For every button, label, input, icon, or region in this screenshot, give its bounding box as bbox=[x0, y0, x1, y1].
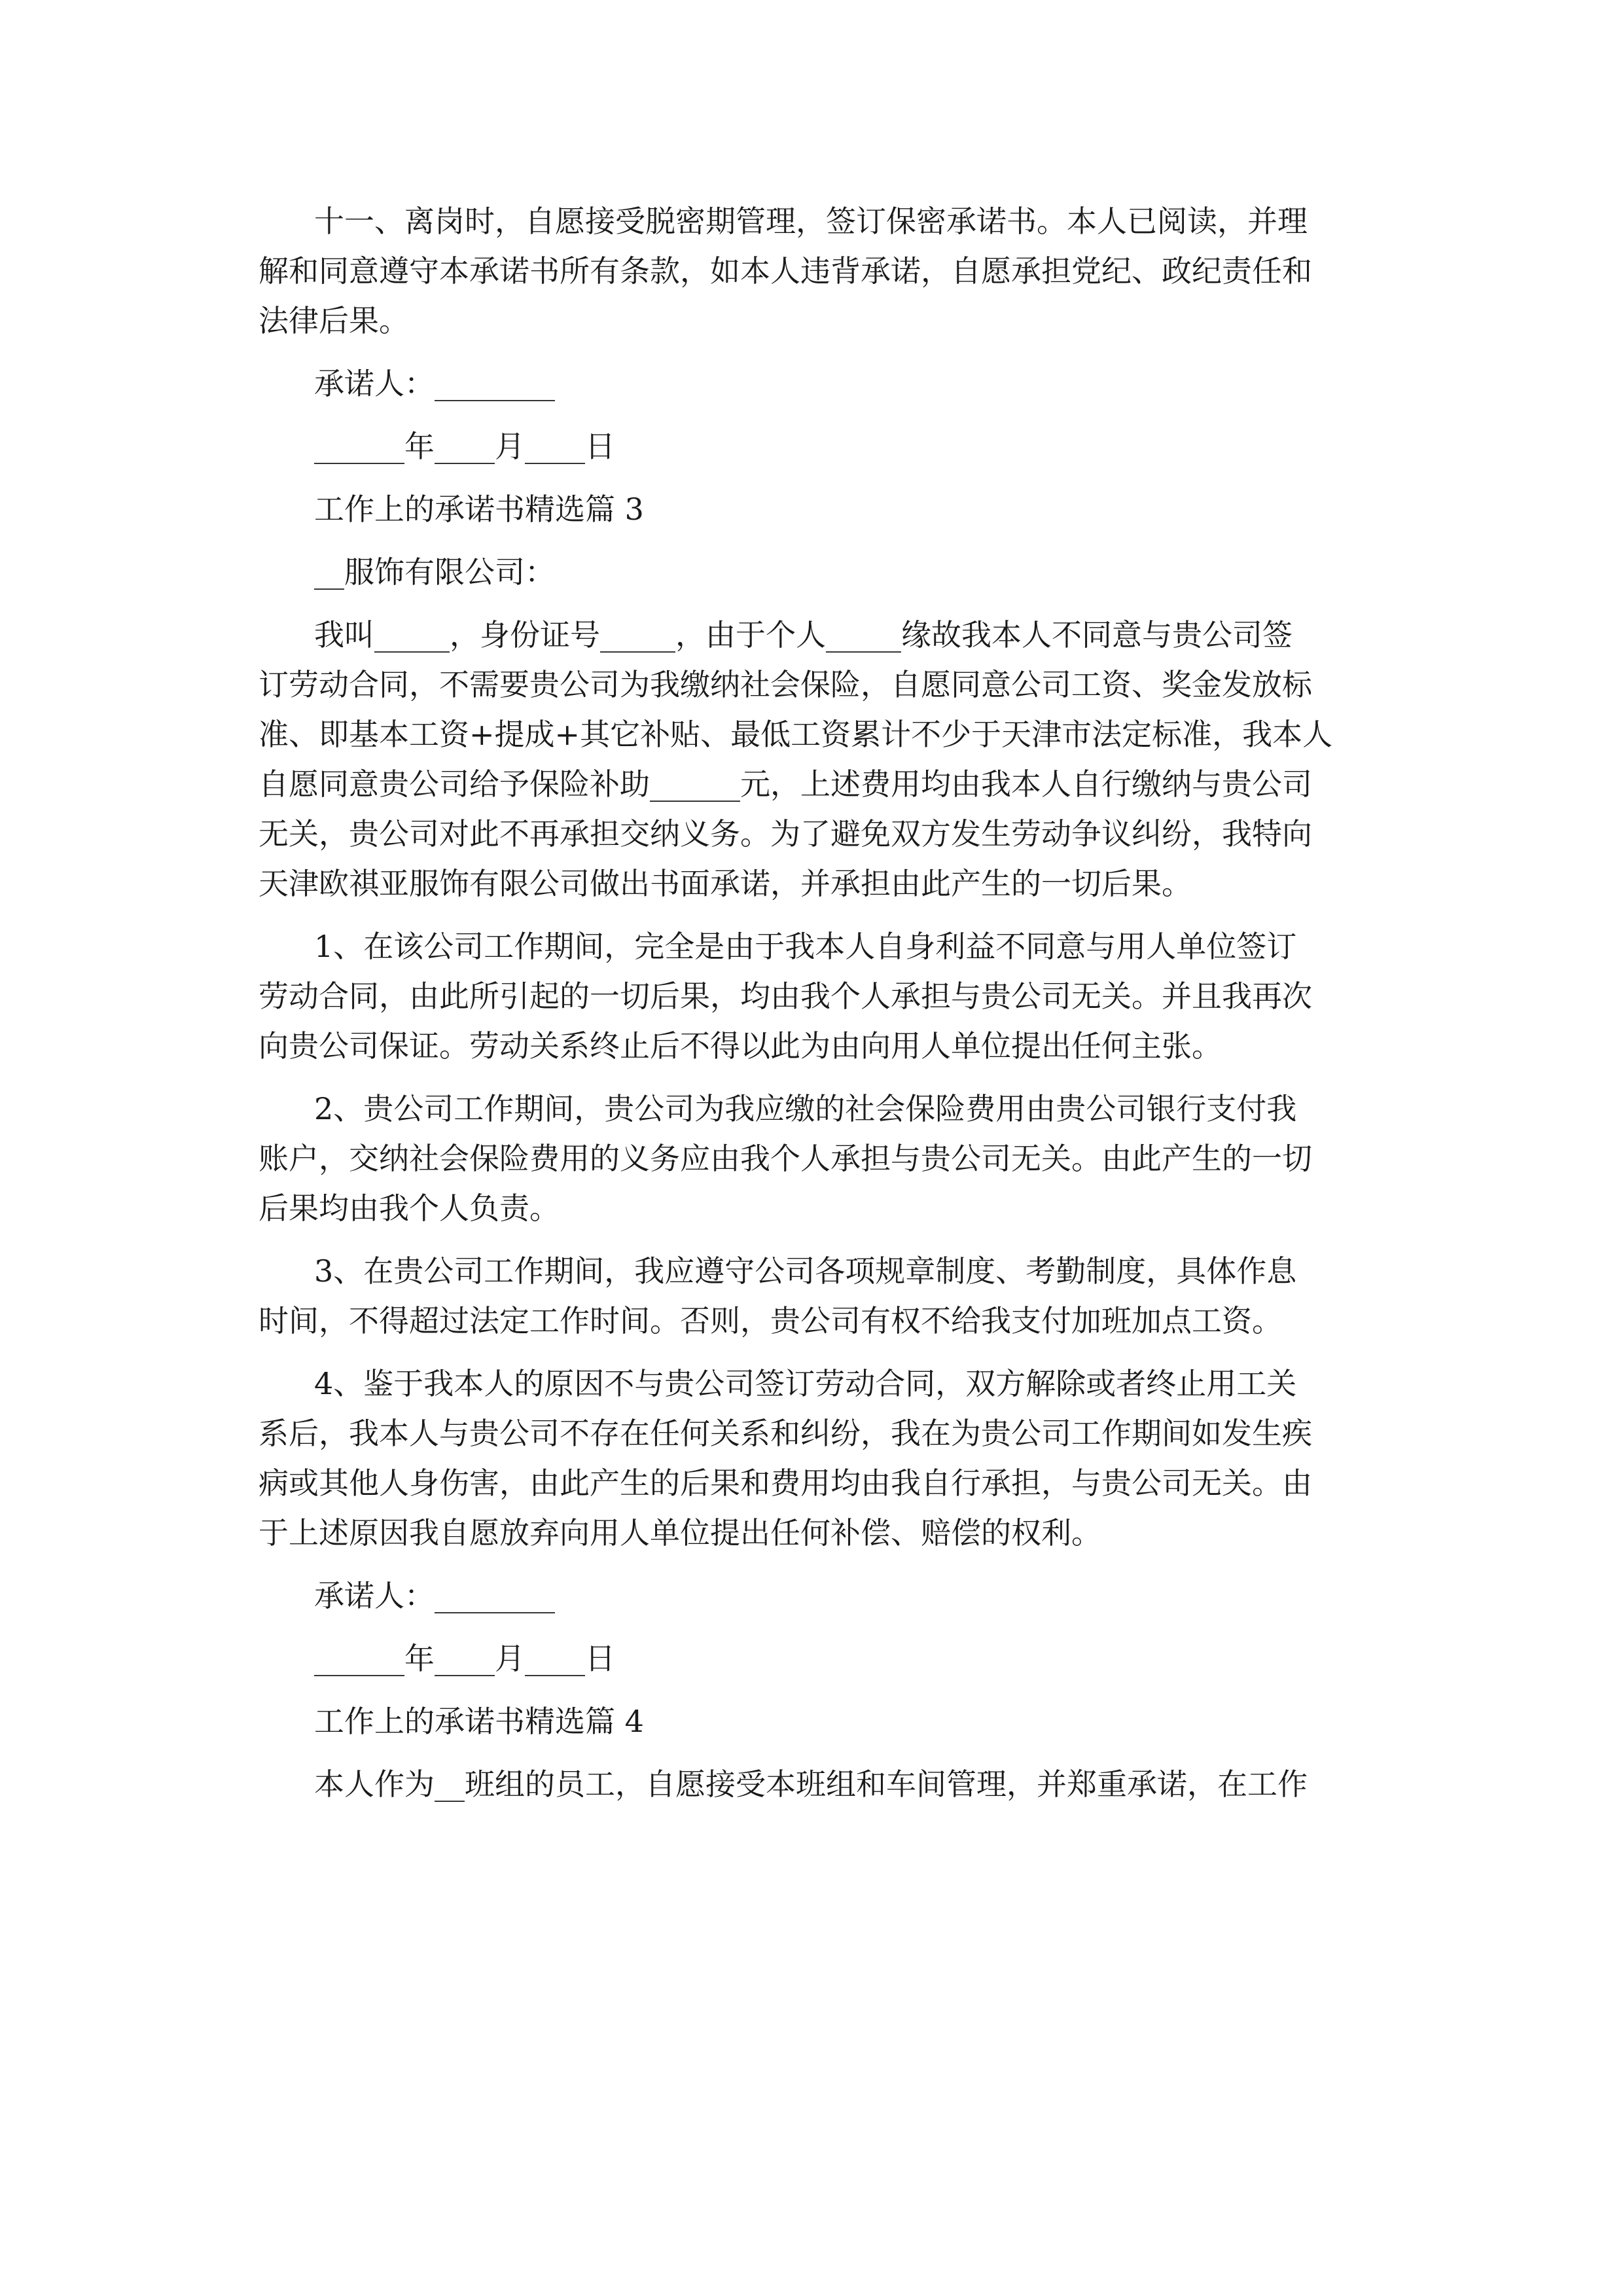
addressee-line: __服饰有限公司： bbox=[314, 554, 555, 590]
line: 向贵公司保证。劳动关系终止后不得以此为由向用人单位提出任何主张。 bbox=[259, 1028, 1222, 1064]
item-3-paragraph bbox=[259, 1246, 1387, 1346]
line: 2、贵公司工作期间，贵公司为我应缴的社会保险费用由贵公司银行支付我 bbox=[314, 1091, 1297, 1126]
line: 我叫_____，身份证号_____，由于个人_____缘故我本人不同意与贵公司签 bbox=[314, 617, 1293, 653]
intro-4-paragraph bbox=[314, 1759, 1387, 1809]
line: 劳动合同，由此所引起的一切后果，均由我个人承担与贵公司无关。并且我再次 bbox=[259, 978, 1312, 1014]
line: 准、即基本工资+提成+其它补贴、最低工资累计不少于天津市法定标准，我本人 bbox=[259, 717, 1333, 752]
line: 于上述原因我自愿放弃向用人单位提出任何补偿、赔偿的权利。 bbox=[259, 1515, 1101, 1551]
line: 时间，不得超过法定工作时间。否则，贵公司有权不给我支付加班加点工资。 bbox=[259, 1303, 1282, 1338]
section-heading-3: 工作上的承诺书精选篇 3 bbox=[314, 492, 644, 527]
line: 解和同意遵守本承诺书所有条款，如本人违背承诺，自愿承担党纪、政纪责任和 bbox=[259, 253, 1312, 289]
line: 1、在该公司工作期间，完全是由于我本人自身利益不同意与用人单位签订 bbox=[314, 929, 1297, 964]
signer-line-1: 承诺人：________ bbox=[314, 366, 555, 401]
line: 本人作为__班组的员工，自愿接受本班组和车间管理，并郑重承诺，在工作 bbox=[314, 1767, 1308, 1802]
clause-11-paragraph bbox=[259, 196, 1387, 346]
line: 3、在贵公司工作期间，我应遵守公司各项规章制度、考勤制度，具体作息 bbox=[314, 1253, 1297, 1289]
line: 病或其他人身伤害，由此产生的后果和费用均由我自行承担，与贵公司无关。由 bbox=[259, 1465, 1312, 1501]
intro-paragraph bbox=[259, 610, 1387, 908]
item-2-paragraph bbox=[259, 1084, 1387, 1233]
line: 后果均由我个人负责。 bbox=[259, 1191, 560, 1226]
line: 自愿同意贵公司给予保险补助______元，上述费用均由我本人自行缴纳与贵公司 bbox=[259, 766, 1312, 802]
section-heading-4: 工作上的承诺书精选篇 4 bbox=[314, 1704, 644, 1739]
item-1-paragraph bbox=[259, 922, 1387, 1071]
date-line-1: ______年____月____日 bbox=[314, 429, 615, 464]
line: 十一、离岗时，自愿接受脱密期管理，签订保密承诺书。本人已阅读，并理 bbox=[314, 204, 1308, 239]
line: 法律后果。 bbox=[259, 303, 409, 338]
document-page bbox=[259, 196, 1387, 1809]
item-4-paragraph bbox=[259, 1359, 1387, 1558]
line: 系后，我本人与贵公司不存在任何关系和纠纷，我在为贵公司工作期间如发生疾 bbox=[259, 1416, 1312, 1451]
line: 无关，贵公司对此不再承担交纳义务。为了避免双方发生劳动争议纠纷，我特向 bbox=[259, 816, 1312, 852]
line: 订劳动合同，不需要贵公司为我缴纳社会保险，自愿同意公司工资、奖金发放标 bbox=[259, 667, 1312, 702]
line: 4、鉴于我本人的原因不与贵公司签订劳动合同，双方解除或者终止用工关 bbox=[314, 1366, 1297, 1401]
line: 账户，交纳社会保险费用的义务应由我个人承担与贵公司无关。由此产生的一切 bbox=[259, 1141, 1312, 1176]
signer-line-2: 承诺人：________ bbox=[314, 1578, 555, 1613]
line: 天津欧祺亚服饰有限公司做出书面承诺，并承担由此产生的一切后果。 bbox=[259, 866, 1192, 901]
date-line-2: ______年____月____日 bbox=[314, 1641, 615, 1676]
